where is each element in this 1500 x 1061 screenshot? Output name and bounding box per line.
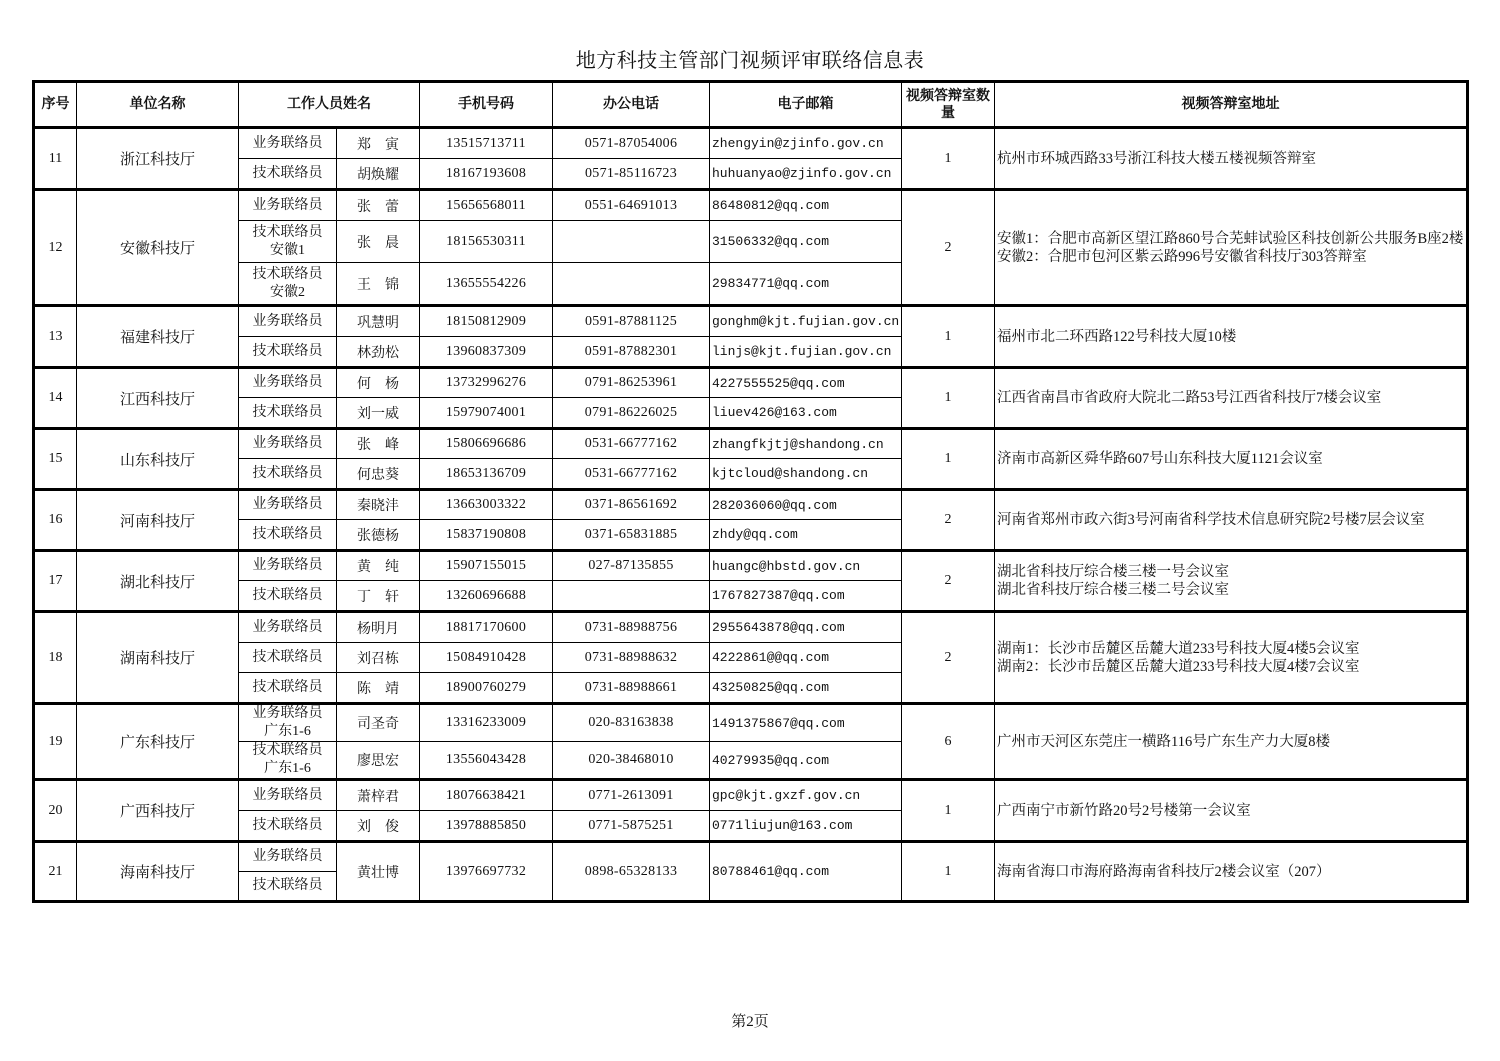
mobile-cell: 13655554226 <box>420 263 553 306</box>
staff-name-cell: 黄壮博 <box>337 842 420 902</box>
room-address-cell <box>995 704 1468 780</box>
role-cell <box>239 704 337 742</box>
staff-name-cell: 刘一威 <box>337 398 420 429</box>
role-label: 技术联络员 <box>252 465 323 481</box>
role-cell <box>239 159 337 190</box>
staff-name-cell: 萧梓君 <box>337 780 420 811</box>
page-number: 第2页 <box>731 1014 769 1030</box>
role-label: 技术联络员 <box>252 224 323 240</box>
staff-name-cell: 秦晓沣 <box>337 490 420 520</box>
role-cell <box>239 581 337 612</box>
role-label: 技术联络员 <box>252 266 323 282</box>
role-label: 技术联络员 <box>252 165 323 181</box>
address-line: 福州市北二环西路122号科技大厦10楼 <box>997 328 1237 345</box>
role-cell <box>239 221 337 263</box>
staff-name-cell: 刘召栋 <box>337 643 420 673</box>
header-room-address: 视频答辩室地址 <box>995 82 1468 128</box>
mobile-cell: 15979074001 <box>420 398 553 429</box>
room-address-cell <box>995 551 1468 612</box>
role-cell <box>239 368 337 398</box>
email-cell: 4222861@@qq.com <box>710 643 902 673</box>
room-address-cell <box>995 780 1468 842</box>
staff-name-cell: 何忠葵 <box>337 459 420 490</box>
staff-name-cell: 胡焕耀 <box>337 159 420 190</box>
email-cell: 43250825@qq.com <box>710 673 902 704</box>
table-row <box>34 128 1468 159</box>
role-cell <box>239 520 337 551</box>
mobile-cell: 13976697732 <box>420 842 553 902</box>
seq-cell: 18 <box>34 612 77 704</box>
unit-name-cell: 广西科技厅 <box>77 780 239 842</box>
seq-cell: 19 <box>34 704 77 780</box>
mobile-cell: 13663003322 <box>420 490 553 520</box>
office-phone-cell <box>553 221 710 263</box>
address-line: 湖北省科技厅综合楼三楼二号会议室 <box>997 582 1229 598</box>
role-label: 技术联络员 <box>252 404 323 420</box>
table-row <box>34 612 1468 643</box>
room-count-cell: 2 <box>902 551 995 612</box>
email-cell: gonghm@kjt.fujian.gov.cn <box>710 306 902 337</box>
office-phone-cell: 0791-86253961 <box>553 368 710 398</box>
role-cell <box>239 429 337 459</box>
mobile-cell: 13556043428 <box>420 742 553 780</box>
office-phone-cell: 0898-65328133 <box>553 842 710 902</box>
mobile-cell: 15837190808 <box>420 520 553 551</box>
page-title: 地方科技主管部门视频评审联络信息表 <box>575 48 925 72</box>
staff-name-cell: 杨明月 <box>337 612 420 643</box>
role-cell <box>239 306 337 337</box>
office-phone-cell: 0531-66777162 <box>553 459 710 490</box>
office-phone-cell: 0571-85116723 <box>553 159 710 190</box>
role-cell <box>239 780 337 811</box>
role-label: 业务联络员 <box>252 706 323 721</box>
office-phone-cell: 020-83163838 <box>553 704 710 742</box>
email-cell: linjs@kjt.fujian.gov.cn <box>710 337 902 368</box>
office-phone-cell: 0731-88988756 <box>553 612 710 643</box>
office-phone-cell: 0531-66777162 <box>553 429 710 459</box>
email-cell: huhuanyao@zjinfo.gov.cn <box>710 159 902 190</box>
role-label: 业务联络员 <box>252 849 323 864</box>
role-sublabel: 广东1-6 <box>264 724 311 739</box>
office-phone-cell: 0571-87054006 <box>553 128 710 159</box>
header-office-phone: 办公电话 <box>553 82 710 128</box>
staff-name-cell: 黄 纯 <box>337 551 420 581</box>
unit-name-cell: 安徽科技厅 <box>77 190 239 306</box>
email-cell: liuev426@163.com <box>710 398 902 429</box>
office-phone-cell: 020-38468010 <box>553 742 710 780</box>
mobile-cell: 18076638421 <box>420 780 553 811</box>
room-address-cell <box>995 612 1468 704</box>
room-count-cell: 1 <box>902 128 995 190</box>
email-cell: 86480812@qq.com <box>710 190 902 221</box>
role-cell <box>239 128 337 159</box>
header-unit: 单位名称 <box>77 82 239 128</box>
staff-name-cell: 张 蕾 <box>337 190 420 221</box>
mobile-cell: 13316233009 <box>420 704 553 742</box>
contact-table <box>32 80 1469 903</box>
unit-name-cell: 海南科技厅 <box>77 842 239 902</box>
role-cell <box>239 490 337 520</box>
mobile-cell: 13260696688 <box>420 581 553 612</box>
room-address-cell <box>995 306 1468 368</box>
unit-name-cell: 江西科技厅 <box>77 368 239 429</box>
table-row <box>34 780 1468 811</box>
table-row <box>34 190 1468 221</box>
address-line: 江西省南昌市省政府大院北二路53号江西省科技厅7楼会议室 <box>997 390 1382 406</box>
seq-cell: 21 <box>34 842 77 902</box>
room-address-cell <box>995 842 1468 902</box>
role-sublabel: 安徽2 <box>270 284 305 300</box>
role-cell <box>239 742 337 780</box>
role-label: 业务联络员 <box>252 787 323 803</box>
mobile-cell: 18150812909 <box>420 306 553 337</box>
role-label: 技术联络员 <box>252 743 323 758</box>
address-line: 济南市高新区舜华路607号山东科技大厦1121会议室 <box>997 451 1323 467</box>
office-phone-cell: 0731-88988632 <box>553 643 710 673</box>
email-cell: 1491375867@qq.com <box>710 704 902 742</box>
role-label: 业务联络员 <box>252 197 323 213</box>
role-cell <box>239 842 337 872</box>
mobile-cell: 15907155015 <box>420 551 553 581</box>
header-seq: 序号 <box>34 82 77 128</box>
staff-name-cell: 张德杨 <box>337 520 420 551</box>
mobile-cell: 18156530311 <box>420 221 553 263</box>
unit-name-cell: 山东科技厅 <box>77 429 239 490</box>
role-cell <box>239 872 337 902</box>
room-count-cell: 1 <box>902 780 995 842</box>
email-cell: gpc@kjt.gxzf.gov.cn <box>710 780 902 811</box>
email-cell: 80788461@qq.com <box>710 842 902 902</box>
address-line: 广西南宁市新竹路20号2号楼第一会议室 <box>997 802 1251 819</box>
role-label: 业务联络员 <box>252 558 323 573</box>
address-line: 河南省郑州市政六街3号河南省科学技术信息研究院2号楼7层会议室 <box>997 512 1425 528</box>
room-count-cell: 1 <box>902 429 995 490</box>
table-row <box>34 551 1468 581</box>
role-label: 技术联络员 <box>252 817 323 833</box>
room-count-cell: 1 <box>902 842 995 902</box>
role-label: 技术联络员 <box>252 878 323 893</box>
room-address-cell <box>995 128 1468 190</box>
role-label: 技术联络员 <box>252 679 323 695</box>
mobile-cell: 18900760279 <box>420 673 553 704</box>
seq-cell: 14 <box>34 368 77 429</box>
staff-name-cell: 张 峰 <box>337 429 420 459</box>
email-cell: huangc@hbstd.gov.cn <box>710 551 902 581</box>
address-line: 广州市天河区东莞庄一横路116号广东生产力大厦8楼 <box>997 733 1330 750</box>
unit-name-cell: 湖北科技厅 <box>77 551 239 612</box>
staff-name-cell: 张 晨 <box>337 221 420 263</box>
address-line: 安徽1：合肥市高新区望江路860号合芜蚌试验区科技创新公共服务B座2楼 <box>997 230 1464 247</box>
address-line: 湖南1：长沙市岳麓区岳麓大道233号科技大厦4楼5会议室 <box>997 640 1360 657</box>
seq-cell: 16 <box>34 490 77 551</box>
role-label: 技术联络员 <box>252 343 323 359</box>
table-row <box>34 429 1468 459</box>
mobile-cell: 15656568011 <box>420 190 553 221</box>
role-cell <box>239 612 337 643</box>
office-phone-cell: 0731-88988661 <box>553 673 710 704</box>
office-phone-cell <box>553 263 710 306</box>
office-phone-cell: 0591-87882301 <box>553 337 710 368</box>
staff-name-cell: 刘 俊 <box>337 811 420 842</box>
room-count-cell: 1 <box>902 306 995 368</box>
office-phone-cell: 0771-2613091 <box>553 780 710 811</box>
room-address-cell <box>995 490 1468 551</box>
role-cell <box>239 811 337 842</box>
email-cell: zhengyin@zjinfo.gov.cn <box>710 128 902 159</box>
address-line: 安徽2：合肥市包河区紫云路996号安徽省科技厅303答辩室 <box>997 248 1367 265</box>
staff-name-cell: 陈 靖 <box>337 673 420 704</box>
email-cell: 40279935@qq.com <box>710 742 902 780</box>
seq-cell: 15 <box>34 429 77 490</box>
mobile-cell: 13515713711 <box>420 128 553 159</box>
staff-name-cell: 何 杨 <box>337 368 420 398</box>
role-cell <box>239 459 337 490</box>
mobile-cell: 18167193608 <box>420 159 553 190</box>
office-phone-cell: 0371-86561692 <box>553 490 710 520</box>
header-room-count: 视频答辩室数量 <box>902 82 995 128</box>
room-count-cell: 2 <box>902 490 995 551</box>
unit-name-cell: 湖南科技厅 <box>77 612 239 704</box>
header-staff: 工作人员姓名 <box>239 82 420 128</box>
role-cell <box>239 643 337 673</box>
unit-name-cell: 福建科技厅 <box>77 306 239 368</box>
room-count-cell: 1 <box>902 368 995 429</box>
office-phone-cell: 0371-65831885 <box>553 520 710 551</box>
seq-cell: 11 <box>34 128 77 190</box>
staff-name-cell: 巩慧明 <box>337 306 420 337</box>
role-sublabel: 广东1-6 <box>264 761 311 776</box>
email-cell: 4227555525@qq.com <box>710 368 902 398</box>
room-address-cell <box>995 429 1468 490</box>
role-label: 业务联络员 <box>252 436 323 451</box>
seq-cell: 17 <box>34 551 77 612</box>
role-label: 业务联络员 <box>252 619 323 635</box>
staff-name-cell: 司圣奇 <box>337 704 420 742</box>
seq-cell: 12 <box>34 190 77 306</box>
role-cell <box>239 673 337 704</box>
table-row <box>34 704 1468 742</box>
role-cell <box>239 398 337 429</box>
header-email: 电子邮箱 <box>710 82 902 128</box>
office-phone-cell: 0551-64691013 <box>553 190 710 221</box>
address-line: 杭州市环城西路33号浙江科技大楼五楼视频答辩室 <box>997 150 1316 167</box>
room-count-cell: 2 <box>902 612 995 704</box>
role-label: 技术联络员 <box>252 587 323 603</box>
email-cell: 1767827387@qq.com <box>710 581 902 612</box>
unit-name-cell: 浙江科技厅 <box>77 128 239 190</box>
header-row <box>34 82 1468 128</box>
seq-cell: 20 <box>34 780 77 842</box>
table-row <box>34 306 1468 337</box>
header-mobile: 手机号码 <box>420 82 553 128</box>
mobile-cell: 13978885850 <box>420 811 553 842</box>
staff-name-cell: 郑 寅 <box>337 128 420 159</box>
unit-name-cell: 广东科技厅 <box>77 704 239 780</box>
staff-name-cell: 林劲松 <box>337 337 420 368</box>
table-body <box>34 128 1468 902</box>
staff-name-cell: 王 锦 <box>337 263 420 306</box>
role-sublabel: 安徽1 <box>270 242 305 258</box>
room-address-cell <box>995 190 1468 306</box>
room-count-cell: 2 <box>902 190 995 306</box>
role-label: 业务联络员 <box>252 497 323 512</box>
office-phone-cell <box>553 581 710 612</box>
role-label: 业务联络员 <box>252 135 323 151</box>
room-address-cell <box>995 368 1468 429</box>
mobile-cell: 15806696686 <box>420 429 553 459</box>
staff-name-cell: 廖思宏 <box>337 742 420 780</box>
seq-cell: 13 <box>34 306 77 368</box>
mobile-cell: 18817170600 <box>420 612 553 643</box>
role-cell <box>239 337 337 368</box>
mobile-cell: 15084910428 <box>420 643 553 673</box>
office-phone-cell: 0791-86226025 <box>553 398 710 429</box>
room-count-cell: 6 <box>902 704 995 780</box>
role-cell <box>239 263 337 306</box>
office-phone-cell: 027-87135855 <box>553 551 710 581</box>
staff-name-cell: 丁 轩 <box>337 581 420 612</box>
address-line: 湖南2：长沙市岳麓区岳麓大道233号科技大厦4楼7会议室 <box>997 658 1360 675</box>
role-label: 业务联络员 <box>252 313 323 329</box>
table-row <box>34 368 1468 398</box>
role-cell <box>239 190 337 221</box>
mobile-cell: 13732996276 <box>420 368 553 398</box>
role-label: 技术联络员 <box>252 526 323 542</box>
email-cell: 0771liujun@163.com <box>710 811 902 842</box>
email-cell: kjtcloud@shandong.cn <box>710 459 902 490</box>
role-cell <box>239 551 337 581</box>
unit-name-cell: 河南科技厅 <box>77 490 239 551</box>
office-phone-cell: 0771-5875251 <box>553 811 710 842</box>
office-phone-cell: 0591-87881125 <box>553 306 710 337</box>
table-row <box>34 842 1468 872</box>
email-cell: zhdy@qq.com <box>710 520 902 551</box>
mobile-cell: 13960837309 <box>420 337 553 368</box>
address-line: 湖北省科技厅综合楼三楼一号会议室 <box>997 564 1229 580</box>
email-cell: 2955643878@qq.com <box>710 612 902 643</box>
role-label: 技术联络员 <box>252 649 323 665</box>
email-cell: 31506332@qq.com <box>710 221 902 263</box>
address-line: 海南省海口市海府路海南省科技厅2楼会议室（207） <box>997 863 1331 880</box>
email-cell: zhangfkjtj@shandong.cn <box>710 429 902 459</box>
table-row <box>34 490 1468 520</box>
email-cell: 282036060@qq.com <box>710 490 902 520</box>
email-cell: 29834771@qq.com <box>710 263 902 306</box>
mobile-cell: 18653136709 <box>420 459 553 490</box>
role-label: 业务联络员 <box>252 375 323 390</box>
